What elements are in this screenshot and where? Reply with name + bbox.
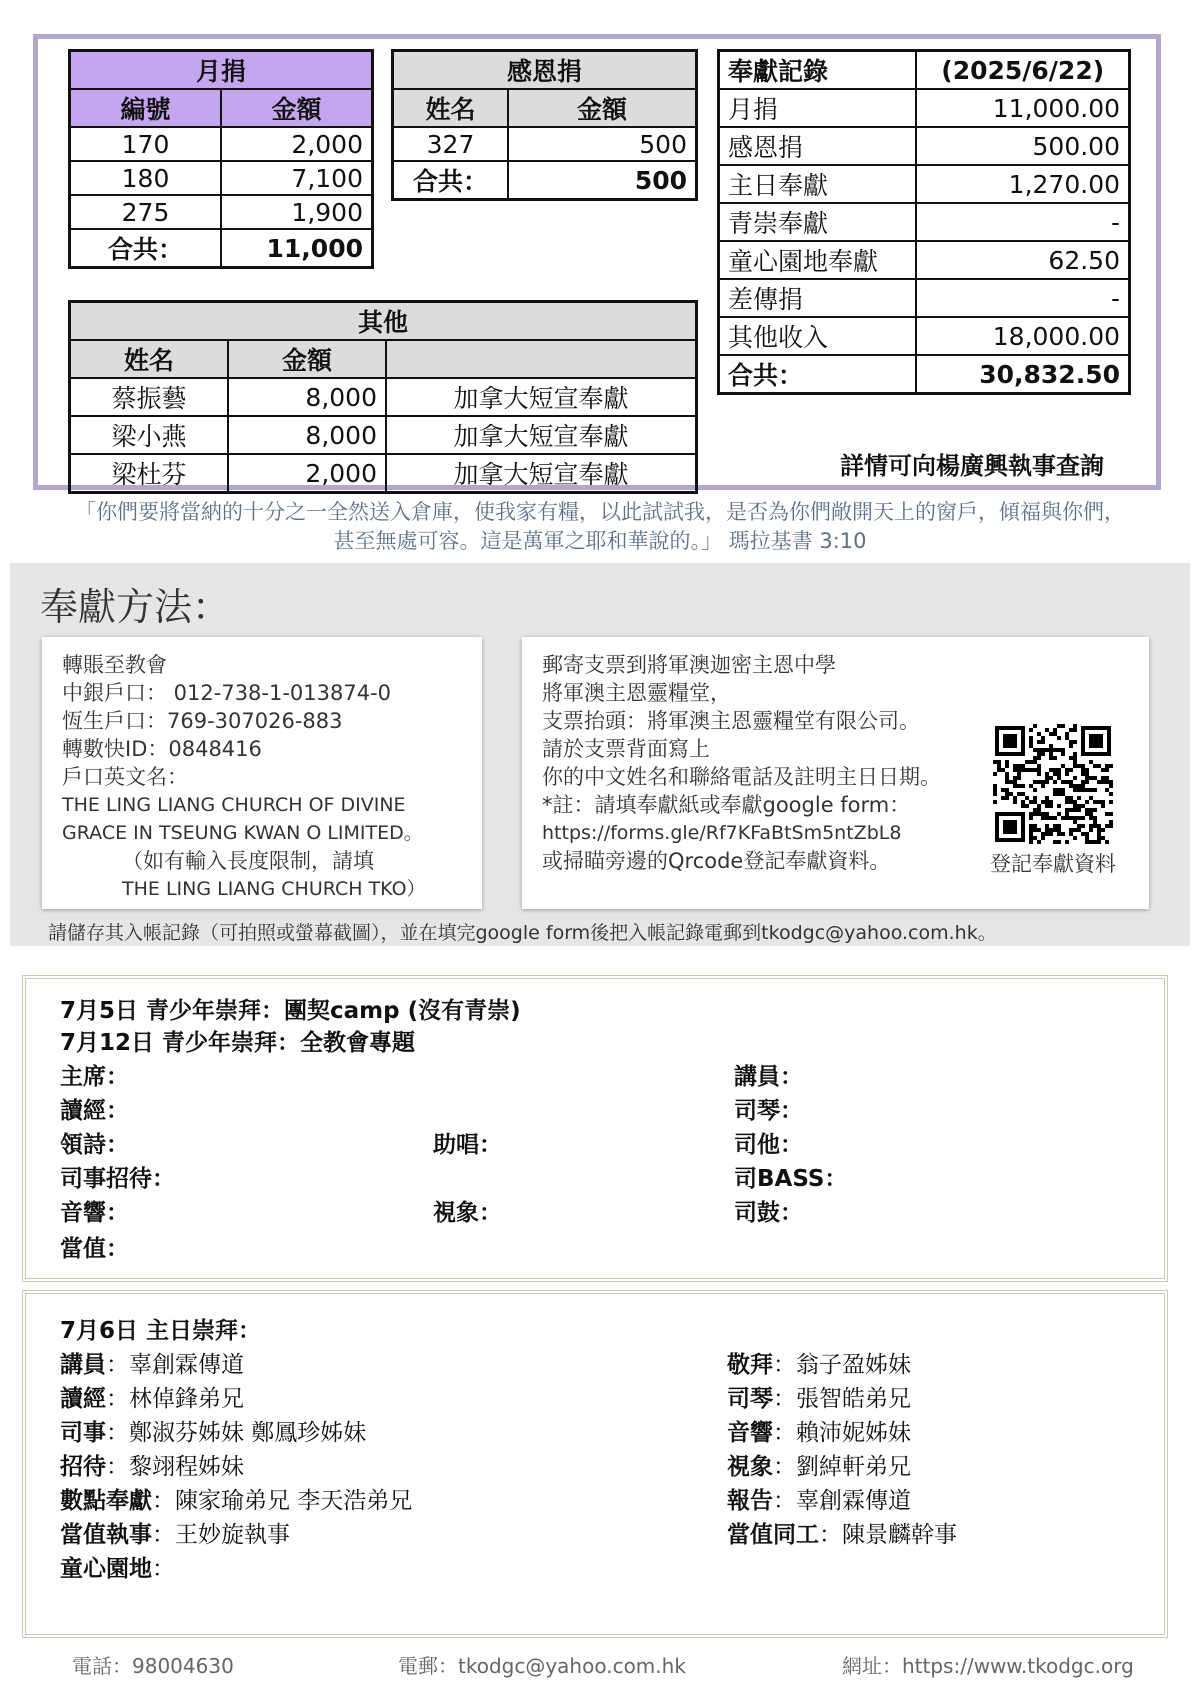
bank-transfer-card [42,637,482,909]
role-value: ：鄭淑芬姊妹 鄭鳳珍姊妹 [106,1420,367,1446]
thanks-total: 500 [508,161,696,200]
records-label: 主日奉獻 [719,165,917,203]
table-row [719,127,1130,165]
youth-bass-label: 司BASS： [734,1166,848,1192]
mail-line: *註：請填奉獻紙或奉獻google form： [542,793,911,817]
thanks-name: 327 [393,127,509,161]
sunday-role-row [60,1346,244,1379]
youth-worship-label: 領詩： [60,1132,129,1158]
youth-sound-label: 音響： [60,1200,129,1226]
role-label: 視象 [727,1454,773,1480]
role-value: ：王妙旋執事 [152,1522,290,1548]
role-value: ：辜創霖傳道 [773,1488,911,1514]
records-label: 感恩捐 [719,127,917,165]
records-date: (2025/6/22) [916,51,1129,90]
records-value: 1,270.00 [916,165,1129,203]
qr-code-label: 登記奉獻資料 [990,852,1116,876]
table-row [719,165,1130,203]
mail-line: 支票抬頭：將軍澳主恩靈糧堂有限公司。 [542,709,920,733]
youth-visual-label: 視象： [433,1200,502,1226]
role-label: 音響 [727,1420,773,1446]
sunday-role-row [727,1380,911,1413]
other-amount: 8,000 [228,378,386,416]
mail-line: 郵寄支票到將軍澳迦密主恩中學 [542,653,836,677]
mail-line: 請於支票背面寫上 [542,737,710,761]
table-row [70,195,373,229]
thanks-col-name: 姓名 [393,89,509,127]
role-label: 講員 [60,1352,106,1378]
sunday-role-row [727,1448,911,1481]
records-label: 其他收入 [719,317,917,355]
role-label: 讀經 [60,1386,106,1412]
inquiry-note: 詳情可向楊廣興執事查詢 [840,452,1104,480]
transfer-line: GRACE IN TSEUNG KWAN O LIMITED。 [62,822,423,844]
monthly-id: 275 [70,195,222,229]
role-value: ：賴沛妮姊妹 [773,1420,911,1446]
records-title: 奉獻記錄 [719,51,917,90]
qr-code-icon[interactable] [993,724,1113,844]
google-form-link[interactable]: https://forms.gle/Rf7KFaBtSm5ntZbL8 [542,822,902,844]
table-row [70,454,697,493]
mail-line: 你的中文姓名和聯絡電話及註明主日日期。 [542,765,941,789]
role-label: 當值執事 [60,1522,152,1548]
table-row [719,89,1130,127]
offering-records-table [717,49,1131,395]
role-value: ：辜創霖傳道 [106,1352,244,1378]
other-col-name: 姓名 [70,340,229,378]
role-label: 敬拜 [727,1352,773,1378]
table-row [719,241,1130,279]
other-col-note [386,340,697,378]
sunday-title: 7月6日 主日崇拜： [60,1318,262,1344]
sunday-role-row [60,1448,244,1481]
monthly-amount: 2,000 [221,127,373,161]
records-total: 30,832.50 [916,355,1129,394]
youth-usher-label: 司事招待： [60,1166,175,1192]
other-name: 梁杜芬 [70,454,229,493]
sunday-role-row [727,1414,911,1447]
role-value: ：陳家瑜弟兄 李天浩弟兄 [152,1488,413,1514]
monthly-id: 170 [70,127,222,161]
sunday-role-row [60,1482,412,1515]
transfer-line: 恆生戶口：769-307026-883 [62,709,343,733]
sunday-role-row [60,1414,366,1447]
records-label: 月捐 [719,89,917,127]
table-row [70,378,697,416]
footer-website[interactable]: 網址：https://www.tkodgc.org [842,1654,1134,1678]
other-name: 蔡振藝 [70,378,229,416]
role-label: 童心園地 [60,1556,152,1582]
transfer-line: 轉數快ID：0848416 [62,737,262,761]
youth-reading-label: 讀經： [60,1098,129,1124]
scripture-verse [40,498,1160,556]
monthly-donation-table [68,49,374,269]
other-note: 加拿大短宣奉獻 [386,454,697,493]
table-row [719,203,1130,241]
youth-line-1: 7月5日 青少年崇拜：團契camp (沒有青崇) [60,998,521,1024]
other-donation-table [68,300,698,494]
sunday-role-row [727,1516,957,1549]
verse-line: 甚至無處可容。這是萬軍之耶和華說的。」 瑪拉基書 3:10 [333,529,867,553]
role-value: ：翁子盈姊妹 [773,1352,911,1378]
sunday-role-row [60,1516,290,1549]
monthly-amount: 7,100 [221,161,373,195]
mail-line: 將軍澳主恩靈糧堂， [542,681,731,705]
records-value: 500.00 [916,127,1129,165]
records-value: - [916,203,1129,241]
transfer-line: （如有輸入長度限制，請填 [122,849,374,873]
records-value: 11,000.00 [916,89,1129,127]
mail-line: 或掃瞄旁邊的Qrcode登記奉獻資料。 [542,849,891,873]
records-value: 62.50 [916,241,1129,279]
table-row [70,416,697,454]
monthly-amount: 1,900 [221,195,373,229]
role-label: 報告 [727,1488,773,1514]
youth-speaker-label: 講員： [734,1064,803,1090]
role-value: ：張智皓弟兄 [773,1386,911,1412]
other-name: 梁小燕 [70,416,229,454]
monthly-title: 月捐 [70,51,373,90]
other-amount: 8,000 [228,416,386,454]
role-value: ： [152,1556,175,1582]
other-note: 加拿大短宣奉獻 [386,378,697,416]
thanks-title: 感恩捐 [393,51,697,90]
youth-drums-label: 司鼓： [734,1200,803,1226]
other-note: 加拿大短宣奉獻 [386,416,697,454]
monthly-id: 180 [70,161,222,195]
youth-backup-singer-label: 助唱： [433,1132,502,1158]
youth-line-2: 7月12日 青少年崇拜：全教會專題 [60,1030,416,1056]
sunday-role-row [60,1550,175,1583]
transfer-line: THE LING LIANG CHURCH TKO） [122,878,426,900]
offering-methods-title: 奉獻方法： [40,585,231,629]
role-label: 招待 [60,1454,106,1480]
transfer-line: THE LING LIANG CHURCH OF DIVINE [62,794,406,816]
role-label: 司琴 [727,1386,773,1412]
youth-chair-label: 主席： [60,1064,129,1090]
records-value: - [916,279,1129,317]
table-row [393,127,697,161]
monthly-col-id: 編號 [70,89,222,127]
footer-phone: 電話：98004630 [72,1654,234,1678]
role-label: 司事 [60,1420,106,1446]
transfer-line: 戶口英文名： [62,765,188,789]
role-label: 當值同工 [727,1522,819,1548]
youth-guitar-label: 司他： [734,1132,803,1158]
thanks-col-amount: 金額 [508,89,696,127]
records-value: 18,000.00 [916,317,1129,355]
role-value: ：黎翊程姊妹 [106,1454,244,1480]
table-row [719,279,1130,317]
table-row [70,127,373,161]
role-value: ：陳景麟幹事 [819,1522,957,1548]
other-col-amount: 金額 [228,340,386,378]
monthly-total-label: 合共： [70,229,222,268]
sunday-role-row [60,1380,244,1413]
footer-email[interactable]: 電郵：tkodgc@yahoo.com.hk [398,1654,686,1678]
table-row [719,317,1130,355]
role-value: ：劉綽軒弟兄 [773,1454,911,1480]
transfer-line: 轉賬至教會 [62,653,167,677]
records-total-label: 合共： [719,355,917,394]
other-amount: 2,000 [228,454,386,493]
sunday-role-row [727,1482,911,1515]
table-row [70,161,373,195]
sunday-role-row [727,1346,911,1379]
youth-piano-label: 司琴： [734,1098,803,1124]
verse-line: 「你們要將當納的十分之一全然送入倉庫，使我家有糧，以此試試我，是否為你們敞開天上的窗戶，傾福與你們， [75,500,1125,524]
thanks-amount: 500 [508,127,696,161]
youth-duty-label: 當值： [60,1236,129,1262]
records-label: 青崇奉獻 [719,203,917,241]
save-record-note: 請儲存其入帳記錄（可拍照或螢幕截圖），並在填完google form後把入帳記錄電郵到tkodgc@yahoo.com.hk。 [48,922,997,944]
records-label: 差傳捐 [719,279,917,317]
thanks-total-label: 合共： [393,161,509,200]
role-value: ：林倬鋒弟兄 [106,1386,244,1412]
other-title: 其他 [70,302,697,341]
role-label: 數點奉獻 [60,1488,152,1514]
records-label: 童心園地奉獻 [719,241,917,279]
monthly-col-amount: 金額 [221,89,373,127]
monthly-total: 11,000 [221,229,373,268]
transfer-line: 中銀戶口： 012-738-1-013874-0 [62,681,392,705]
thanksgiving-table [391,49,698,201]
